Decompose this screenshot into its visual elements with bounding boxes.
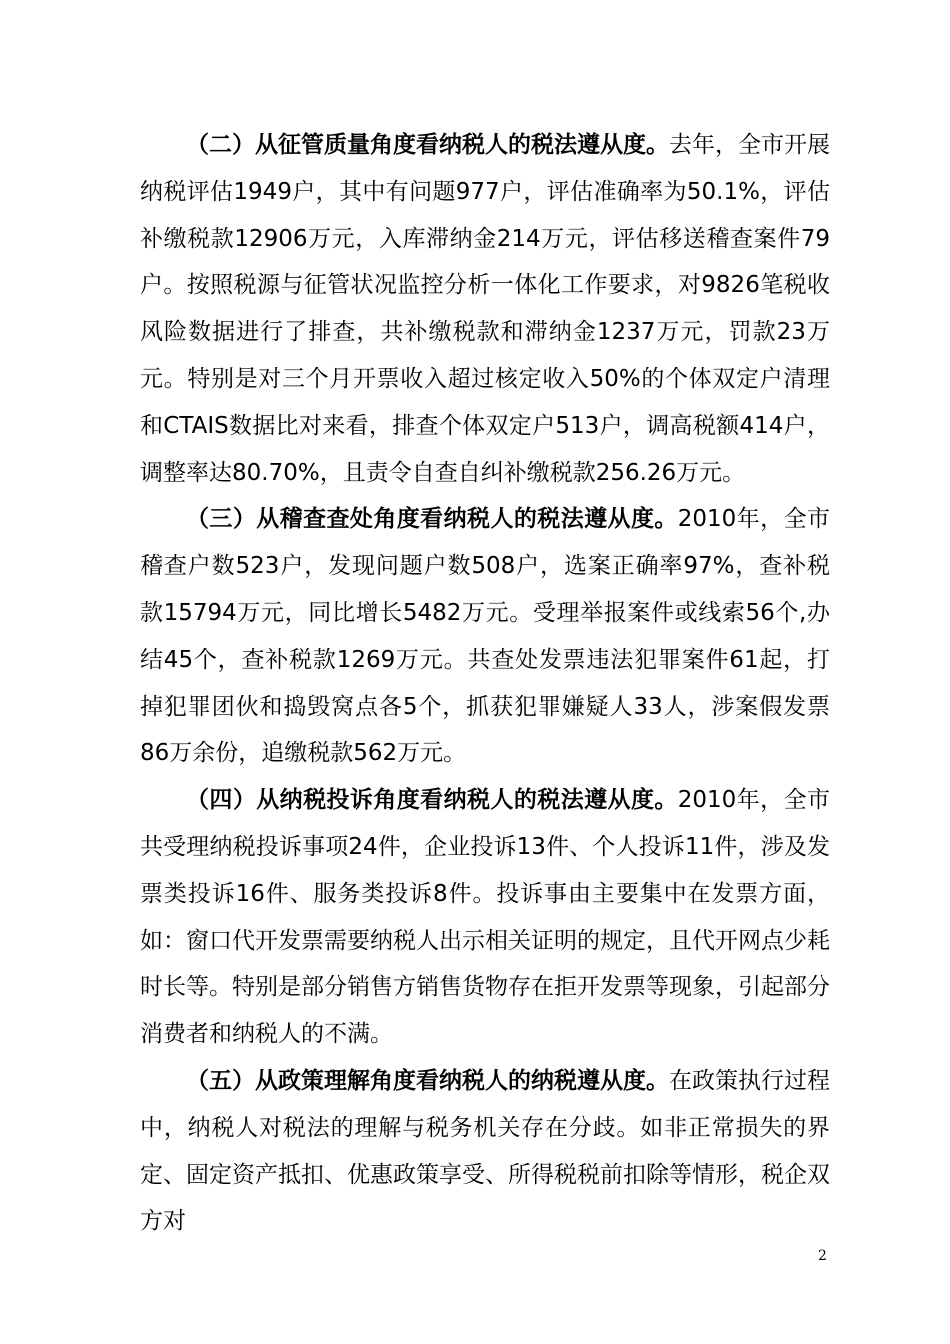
- paragraph-inspection: [140, 496, 830, 777]
- paragraph-text: 2010年，全市共受理纳税投诉事项24件，企业投诉13件、个人投诉11件，涉及发票类投诉16件、服务类投诉8件。投诉事由主要集中在发票方面，如：窗口代开发票需要纳税人出示相关证明的规定，且代开网点少耗时长等。特别是部分销售方销售货物存在拒开发票等现象，引起部分消费者和纳税人的不满。: [140, 787, 830, 1048]
- paragraph-policy: [140, 1058, 830, 1245]
- paragraph-text: 2010年，全市稽查户数523户，发现问题户数508户，选案正确率97%，查补税款15794万元，同比增长5482万元。受理举报案件或线索56个,办结45个，查补税款1269万元。共查处发票违法犯罪案件61起，打掉犯罪团伙和捣毁窝点各5个，抓获犯罪嫌疑人33人，涉案假发票86万余份，追缴税款562万元。: [140, 506, 830, 767]
- section-heading-5: （五）从政策理解角度看纳税人的纳税遵从度。: [186, 1067, 669, 1094]
- page-number: 2: [818, 1248, 827, 1264]
- section-heading-2: （二）从征管质量角度看纳税人的税法遵从度。: [186, 132, 669, 158]
- paragraph-text: 去年，全市开展纳税评估1949户，其中有问题977户，评估准确率为50.1%，评估补缴税款12906万元，入库滞纳金214万元，评估移送稽查案件79户。按照税源与征管状况监控分析一体化工作要求，对9826笔税收风险数据进行了排查，共补缴税款和滞纳金1237万元，罚款23万元。特别是对三个月开票收入超过核定收入50%的个体双定户清理和CTAIS数据比对来看，排查个体双定户513户，调高税额414户，调整率达80.70%，且责令自查自纠补缴税款256.26万元。: [140, 132, 830, 486]
- paragraph-text: 在政策执行过程中，纳税人对税法的理解与税务机关存在分歧。如非正常损失的界定、固定资产抵扣、优惠政策享受、所得税税前扣除等情形，税企双方对: [140, 1067, 830, 1235]
- paragraph-collection-quality: [140, 122, 830, 496]
- document-body: [140, 122, 830, 1245]
- section-heading-4: （四）从纳税投诉角度看纳税人的税法遵从度。: [186, 787, 678, 814]
- paragraph-complaints: [140, 777, 830, 1058]
- section-heading-3: （三）从稽查查处角度看纳税人的税法遵从度。: [186, 506, 678, 533]
